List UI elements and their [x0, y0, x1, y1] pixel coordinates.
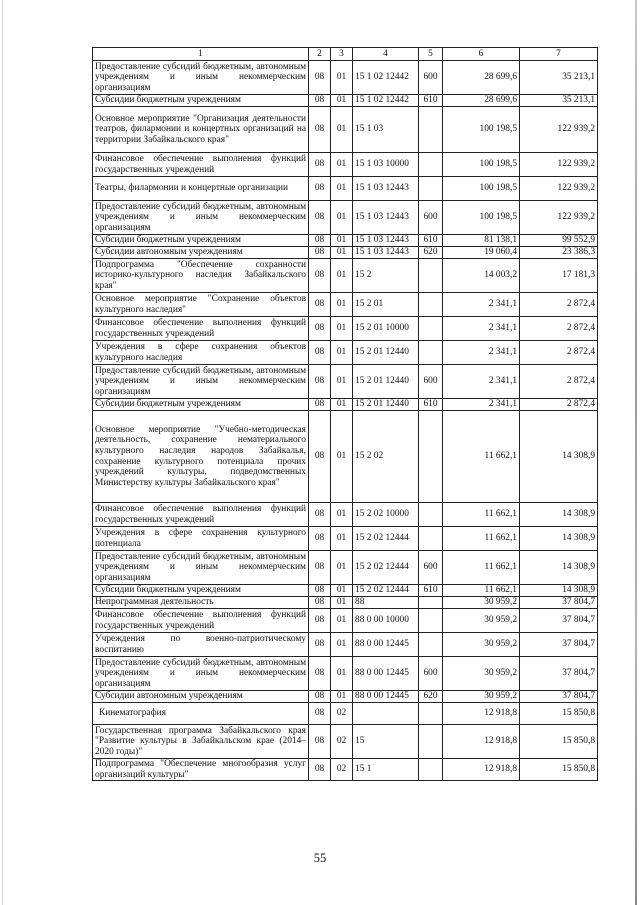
row-target-code: 88 0 00 12445	[353, 633, 419, 657]
row-target-code: 15 1 02 12442	[353, 95, 419, 107]
row-expense-type	[419, 597, 443, 609]
row-section-code: 08	[309, 259, 331, 293]
row-amount-col7: 35 213,1	[520, 95, 598, 107]
row-amount-col7: 2 872,4	[520, 365, 598, 399]
row-expense-type: 620	[419, 247, 443, 259]
row-amount-col6: 30 959,2	[443, 597, 520, 609]
table-row	[93, 235, 598, 247]
row-section-code: 08	[309, 551, 331, 585]
row-amount-col7: 37 804,7	[520, 597, 598, 609]
row-amount-col6: 2 341,1	[443, 399, 520, 411]
row-expense-type: 600	[419, 365, 443, 399]
row-name: Подпрограмма "Обеспечение сохранности историко-культурного наследия Забайкальского края"	[93, 259, 309, 293]
row-expense-type	[419, 317, 443, 341]
row-subsection-code: 01	[331, 201, 353, 235]
table-row	[93, 609, 598, 633]
row-amount-col6: 2 341,1	[443, 341, 520, 365]
row-target-code: 15 1 02 12442	[353, 61, 419, 95]
row-name: Предоставление субсидий бюджетным, автономным учреждениям и иным некоммерческим организациям	[93, 61, 309, 95]
row-amount-col6: 30 959,2	[443, 691, 520, 703]
row-amount-col7: 2 872,4	[520, 317, 598, 341]
row-amount-col7: 99 552,9	[520, 235, 598, 247]
row-expense-type	[419, 153, 443, 177]
table-row	[93, 95, 598, 107]
row-expense-type: 600	[419, 551, 443, 585]
row-subsection-code: 01	[331, 61, 353, 95]
row-target-code: 15 2 02 12444	[353, 551, 419, 585]
table-row	[93, 725, 598, 759]
row-expense-type: 610	[419, 95, 443, 107]
row-name: Основное мероприятие "Организация деятельности театров, филармонии и концертных организаций на территории Забайкальского края"	[93, 107, 309, 153]
row-target-code: 15 2	[353, 259, 419, 293]
row-name: Субсидии бюджетным учреждениям	[93, 235, 309, 247]
table-row	[93, 597, 598, 609]
row-subsection-code: 01	[331, 95, 353, 107]
row-subsection-code: 01	[331, 527, 353, 551]
row-section-code: 08	[309, 317, 331, 341]
table-row	[93, 633, 598, 657]
row-name: Основное мероприятие "Учебно-методическая деятельность, сохранение нематериального культурного наследия народов Забайкалья, сохранение культурного потенциала прочих учреждений культуры, подведомственных Министерству культуры Забайкальского края"	[93, 411, 309, 503]
row-expense-type: 610	[419, 585, 443, 597]
table-row	[93, 399, 598, 411]
row-name: Финансовое обеспечение выполнения функций государственных учреждений	[93, 503, 309, 527]
row-section-code: 08	[309, 95, 331, 107]
row-target-code: 15	[353, 725, 419, 759]
row-amount-col7: 14 308,9	[520, 527, 598, 551]
row-expense-type	[419, 177, 443, 201]
row-amount-col6: 28 699,6	[443, 95, 520, 107]
row-target-code: 15 1 03 12443	[353, 177, 419, 201]
row-expense-type	[419, 703, 443, 725]
row-amount-col7: 2 872,4	[520, 293, 598, 317]
row-amount-col6: 30 959,2	[443, 633, 520, 657]
row-subsection-code: 01	[331, 341, 353, 365]
row-amount-col6: 28 699,6	[443, 61, 520, 95]
table-row	[93, 703, 598, 725]
row-amount-col6: 100 198,5	[443, 153, 520, 177]
row-amount-col6: 2 341,1	[443, 365, 520, 399]
row-amount-col6: 2 341,1	[443, 293, 520, 317]
row-section-code: 08	[309, 201, 331, 235]
row-target-code: 15 2 01	[353, 293, 419, 317]
row-target-code: 88 0 00 12445	[353, 691, 419, 703]
row-subsection-code: 01	[331, 609, 353, 633]
row-amount-col6: 11 662,1	[443, 411, 520, 503]
row-section-code: 08	[309, 247, 331, 259]
row-expense-type	[419, 633, 443, 657]
table-row	[93, 691, 598, 703]
row-target-code: 15 2 02 10000	[353, 503, 419, 527]
row-target-code: 15 1 03	[353, 107, 419, 153]
row-section-code: 08	[309, 725, 331, 759]
row-amount-col7: 14 308,9	[520, 585, 598, 597]
row-section-code: 08	[309, 177, 331, 201]
row-amount-col6: 30 959,2	[443, 657, 520, 691]
row-amount-col7: 15 850,8	[520, 703, 598, 725]
row-name: Кинематография	[93, 703, 309, 725]
row-section-code: 08	[309, 585, 331, 597]
row-target-code: 88 0 00 12445	[353, 657, 419, 691]
row-target-code: 15 2 01 10000	[353, 317, 419, 341]
row-expense-type	[419, 293, 443, 317]
row-name: Финансовое обеспечение выполнения функций государственных учреждений	[93, 609, 309, 633]
row-amount-col6: 100 198,5	[443, 107, 520, 153]
row-subsection-code: 02	[331, 703, 353, 725]
row-amount-col7: 23 386,3	[520, 247, 598, 259]
table-row	[93, 177, 598, 201]
header-cell: 1	[93, 48, 309, 61]
row-section-code: 08	[309, 235, 331, 247]
row-amount-col6: 12 918,8	[443, 703, 520, 725]
header-cell: 4	[353, 48, 419, 61]
row-subsection-code: 01	[331, 399, 353, 411]
row-expense-type	[419, 107, 443, 153]
table-row	[93, 503, 598, 527]
row-subsection-code: 01	[331, 551, 353, 585]
row-target-code: 15 2 02 12444	[353, 527, 419, 551]
row-expense-type	[419, 259, 443, 293]
row-name: Финансовое обеспечение выполнения функций государственных учреждений	[93, 317, 309, 341]
row-amount-col6: 11 662,1	[443, 551, 520, 585]
row-amount-col7: 37 804,7	[520, 691, 598, 703]
row-name: Предоставление субсидий бюджетным, автономным учреждениям и иным некоммерческим организациям	[93, 551, 309, 585]
row-subsection-code: 02	[331, 759, 353, 781]
row-expense-type	[419, 527, 443, 551]
row-amount-col7: 37 804,7	[520, 609, 598, 633]
row-name: Субсидии автономным учреждениям	[93, 247, 309, 259]
row-section-code: 08	[309, 341, 331, 365]
row-target-code: 15 2 02	[353, 411, 419, 503]
row-target-code	[353, 703, 419, 725]
row-name: Основное мероприятие "Сохранение объектов культурного наследия"	[93, 293, 309, 317]
row-expense-type	[419, 503, 443, 527]
row-section-code: 08	[309, 527, 331, 551]
row-name: Субсидии бюджетным учреждениям	[93, 95, 309, 107]
row-expense-type: 620	[419, 691, 443, 703]
row-expense-type: 610	[419, 235, 443, 247]
table-row	[93, 759, 598, 781]
row-subsection-code: 01	[331, 177, 353, 201]
row-amount-col6: 2 341,1	[443, 317, 520, 341]
row-amount-col7: 2 872,4	[520, 399, 598, 411]
row-section-code: 08	[309, 153, 331, 177]
row-name: Предоставление субсидий бюджетным, автономным учреждениям и иным некоммерческим организациям	[93, 365, 309, 399]
row-amount-col7: 14 308,9	[520, 411, 598, 503]
row-name: Предоставление субсидий бюджетным, автономным учреждениям и иным некоммерческим организациям	[93, 657, 309, 691]
row-name: Учреждения в сфере сохранения объектов культурного наследия	[93, 341, 309, 365]
row-expense-type: 600	[419, 61, 443, 95]
row-expense-type	[419, 609, 443, 633]
row-section-code: 08	[309, 293, 331, 317]
page-number: 55	[313, 851, 327, 865]
row-amount-col6: 100 198,5	[443, 177, 520, 201]
header-cell: 2	[309, 48, 331, 61]
row-name: Субсидии бюджетным учреждениям	[93, 399, 309, 411]
row-section-code: 08	[309, 411, 331, 503]
row-section-code: 08	[309, 609, 331, 633]
row-target-code: 15 1 03 12443	[353, 235, 419, 247]
row-name: Государственная программа Забайкальского края "Развитие культуры в Забайкальском крае (2014–2020 годы)"	[93, 725, 309, 759]
row-target-code: 88	[353, 597, 419, 609]
row-section-code: 08	[309, 657, 331, 691]
row-subsection-code: 01	[331, 107, 353, 153]
table-row	[93, 61, 598, 95]
row-section-code: 08	[309, 107, 331, 153]
row-subsection-code: 01	[331, 597, 353, 609]
header-cell: 5	[419, 48, 443, 61]
row-section-code: 08	[309, 597, 331, 609]
row-expense-type: 600	[419, 201, 443, 235]
header-row	[93, 48, 598, 61]
table-row	[93, 527, 598, 551]
row-subsection-code: 01	[331, 585, 353, 597]
row-name: Субсидии автономным учреждениям	[93, 691, 309, 703]
row-amount-col6: 11 662,1	[443, 503, 520, 527]
row-name: Финансовое обеспечение выполнения функций государственных учреждений	[93, 153, 309, 177]
row-amount-col7: 122 939,2	[520, 153, 598, 177]
row-amount-col6: 30 959,2	[443, 609, 520, 633]
table-row	[93, 341, 598, 365]
row-amount-col7: 37 804,7	[520, 657, 598, 691]
row-target-code: 15 1 03 10000	[353, 153, 419, 177]
row-target-code: 88 0 00 10000	[353, 609, 419, 633]
row-target-code: 15 2 01 12440	[353, 399, 419, 411]
row-amount-col7: 15 850,8	[520, 759, 598, 781]
row-subsection-code: 01	[331, 503, 353, 527]
row-amount-col6: 19 060,4	[443, 247, 520, 259]
row-subsection-code: 01	[331, 235, 353, 247]
row-name: Непрограммная деятельность	[93, 597, 309, 609]
row-expense-type	[419, 411, 443, 503]
row-target-code: 15 2 01 12440	[353, 341, 419, 365]
row-section-code: 08	[309, 703, 331, 725]
table-row	[93, 365, 598, 399]
table-row	[93, 585, 598, 597]
row-amount-col7: 35 213,1	[520, 61, 598, 95]
row-expense-type: 610	[419, 399, 443, 411]
row-amount-col7: 17 181,3	[520, 259, 598, 293]
row-amount-col6: 100 198,5	[443, 201, 520, 235]
table-row	[93, 153, 598, 177]
row-amount-col7: 122 939,2	[520, 201, 598, 235]
header-cell: 6	[443, 48, 520, 61]
row-name: Подпрограмма "Обеспечение многообразия услуг организаций культуры"	[93, 759, 309, 781]
row-subsection-code: 01	[331, 259, 353, 293]
row-subsection-code: 01	[331, 633, 353, 657]
row-name: Учреждения по военно-патриотическому воспитанию	[93, 633, 309, 657]
row-name: Субсидии бюджетным учреждениям	[93, 585, 309, 597]
row-amount-col6: 11 662,1	[443, 585, 520, 597]
table-row	[93, 317, 598, 341]
row-target-code: 15 1 03 12443	[353, 201, 419, 235]
row-name: Предоставление субсидий бюджетным, автономным учреждениям и иным некоммерческим организациям	[93, 201, 309, 235]
row-amount-col7: 14 308,9	[520, 551, 598, 585]
row-subsection-code: 01	[331, 153, 353, 177]
row-amount-col6: 14 003,2	[443, 259, 520, 293]
row-amount-col6: 12 918,8	[443, 759, 520, 781]
budget-table	[92, 47, 598, 781]
row-amount-col7: 2 872,4	[520, 341, 598, 365]
row-subsection-code: 02	[331, 725, 353, 759]
row-subsection-code: 01	[331, 317, 353, 341]
table-row	[93, 259, 598, 293]
row-expense-type: 600	[419, 657, 443, 691]
table-row	[93, 657, 598, 691]
row-amount-col6: 11 662,1	[443, 527, 520, 551]
row-section-code: 08	[309, 399, 331, 411]
table-row	[93, 293, 598, 317]
header-cell: 3	[331, 48, 353, 61]
row-subsection-code: 01	[331, 293, 353, 317]
row-amount-col7: 14 308,9	[520, 503, 598, 527]
row-amount-col7: 122 939,2	[520, 177, 598, 201]
row-section-code: 08	[309, 503, 331, 527]
row-subsection-code: 01	[331, 657, 353, 691]
header-cell: 7	[520, 48, 598, 61]
row-target-code: 15 2 02 12444	[353, 585, 419, 597]
row-section-code: 08	[309, 61, 331, 95]
scan-edge-left	[2, 0, 3, 905]
table-row	[93, 107, 598, 153]
table-row	[93, 551, 598, 585]
row-expense-type	[419, 725, 443, 759]
row-amount-col6: 12 918,8	[443, 725, 520, 759]
row-target-code: 15 1 03 12443	[353, 247, 419, 259]
row-expense-type	[419, 759, 443, 781]
row-section-code: 08	[309, 365, 331, 399]
row-amount-col7: 122 939,2	[520, 107, 598, 153]
table-row	[93, 411, 598, 503]
scan-edge-right	[635, 0, 637, 905]
row-target-code: 15 1	[353, 759, 419, 781]
row-subsection-code: 01	[331, 691, 353, 703]
row-name: Учреждения в сфере сохранения культурного потенциала	[93, 527, 309, 551]
row-section-code: 08	[309, 759, 331, 781]
row-expense-type	[419, 341, 443, 365]
row-subsection-code: 01	[331, 411, 353, 503]
row-section-code: 08	[309, 633, 331, 657]
row-target-code: 15 2 01 12440	[353, 365, 419, 399]
row-subsection-code: 01	[331, 247, 353, 259]
row-amount-col7: 15 850,8	[520, 725, 598, 759]
table-row	[93, 247, 598, 259]
row-subsection-code: 01	[331, 365, 353, 399]
row-section-code: 08	[309, 691, 331, 703]
row-amount-col7: 37 804,7	[520, 633, 598, 657]
row-name: Театры, филармонии и концертные организации	[93, 177, 309, 201]
table-row	[93, 201, 598, 235]
row-amount-col6: 81 138,1	[443, 235, 520, 247]
